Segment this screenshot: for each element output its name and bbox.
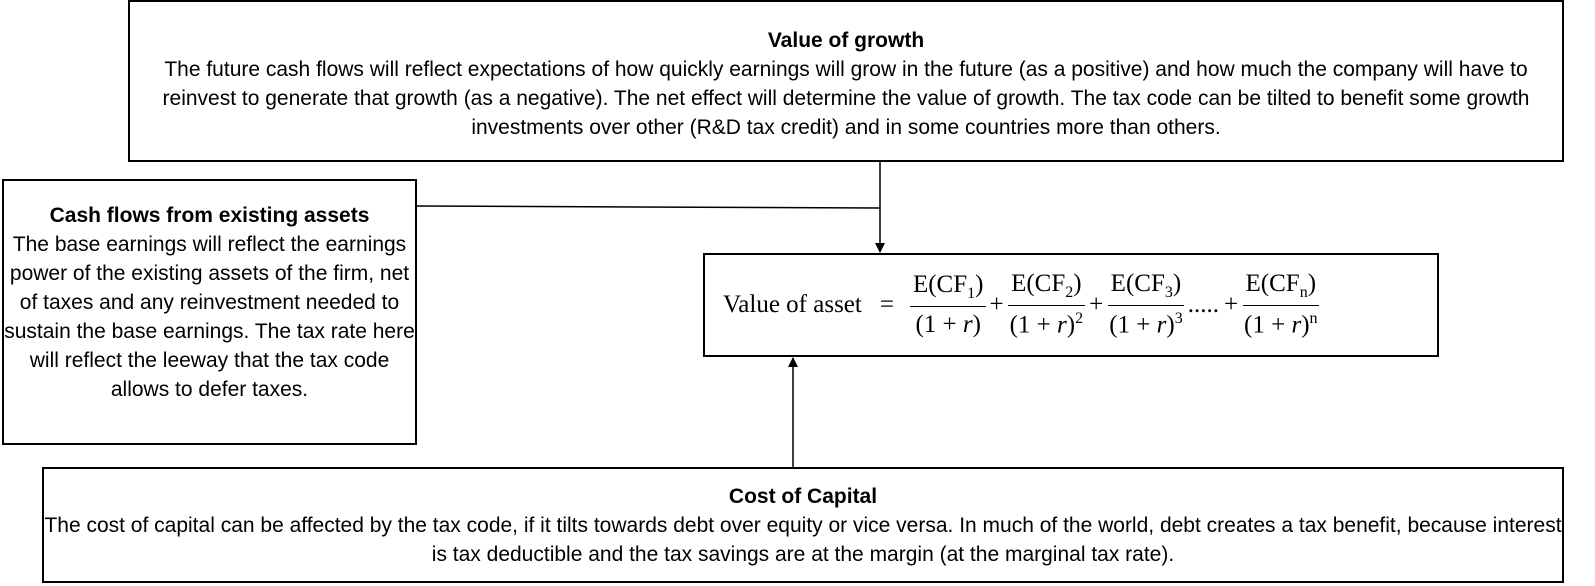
formula-ellipsis: ..... xyxy=(1187,291,1219,318)
existing-assets-text: The base earnings will reflect the earnings power of the existing assets of the firm, net of taxes and any reinvestment needed to sustain the base earnings. The tax rate here will reflect the leeway that the tax code allows to defer taxes. xyxy=(4,233,415,401)
existing-assets-title: Cash flows from existing assets xyxy=(49,204,370,227)
cost-of-capital-box xyxy=(42,467,1564,583)
formula-term-n: $\frac{E(CF_n)}{(1 + r)^n}$ xyxy=(1244,270,1318,339)
value-of-growth-text: The future cash flows will reflect expectations of how quickly earnings will grow in the future (as a positive) and how much the company will have to reinvest to generate that growth (as a negative). The net effect will determine the value of growth. The tax code can be tilted to benefit some growth investments over other (R&D tax credit) and in some countries more than others. xyxy=(162,58,1530,139)
formula-box xyxy=(703,253,1439,357)
formula-term-1: $\frac{E(CF_1)}{(1 + r)}$ xyxy=(910,271,987,339)
formula-plus: + xyxy=(989,291,1004,318)
formula-plus: + xyxy=(1223,291,1239,318)
cost-of-capital-title: Cost of Capital xyxy=(728,485,878,508)
value-of-growth-title: Value of growth xyxy=(767,29,925,52)
formula-equals: = xyxy=(879,291,894,318)
formula-label: Value of asset xyxy=(723,291,862,318)
existing-assets-connector xyxy=(417,206,880,208)
cost-of-capital-text: The cost of capital can be affected by the tax code, if it tilts towards debt over equity or vice versa. In much of the world, debt creates a tax benefit, because interest is tax deductible and the tax savings are at the margin (at the marginal tax rate). xyxy=(44,514,1562,566)
value-of-growth-box xyxy=(128,0,1564,162)
formula-term-3: $\frac{E(CF_3)}{(1 + r)^3}$ xyxy=(1109,270,1183,339)
value-of-asset-formula xyxy=(705,255,1437,355)
formula-plus: + xyxy=(1089,291,1104,318)
existing-assets-box xyxy=(2,179,417,445)
formula-term-2: $\frac{E(CF_2)}{(1 + r)^2}$ xyxy=(1009,270,1084,339)
